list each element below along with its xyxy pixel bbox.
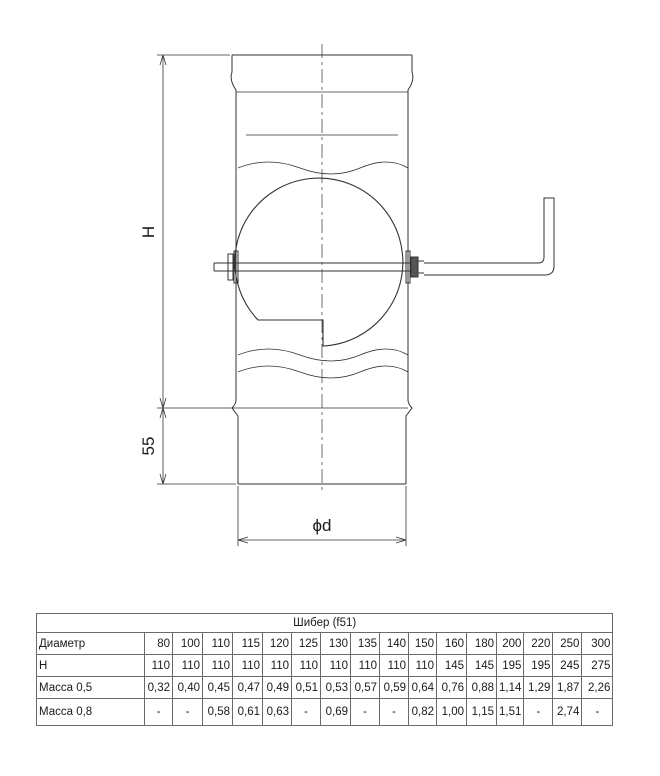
table-cell: 110 bbox=[380, 655, 409, 677]
table-cell: 2,26 bbox=[582, 677, 613, 699]
table-cell: 0,58 bbox=[203, 699, 233, 726]
table-cell: 1,29 bbox=[524, 677, 553, 699]
table-cell: 0,59 bbox=[380, 677, 409, 699]
table-cell: 1,15 bbox=[467, 699, 497, 726]
table-cell: 150 bbox=[409, 633, 437, 655]
row-label: Диаметр bbox=[37, 633, 145, 655]
table-cell: 0,69 bbox=[321, 699, 351, 726]
table-caption: Шибер (f51) bbox=[37, 614, 613, 633]
table-row-mass-05 bbox=[37, 677, 613, 699]
damper-disc bbox=[235, 178, 403, 346]
table-cell: 110 bbox=[321, 655, 351, 677]
table-cell: 110 bbox=[203, 633, 233, 655]
table-cell: 145 bbox=[467, 655, 497, 677]
table-cell: 0,53 bbox=[321, 677, 351, 699]
table-cell: 2,74 bbox=[553, 699, 582, 726]
table-cell: 0,49 bbox=[263, 677, 292, 699]
table-cell: 1,51 bbox=[497, 699, 524, 726]
table-cell: 0,32 bbox=[145, 677, 173, 699]
row-label: Масса 0,5 bbox=[37, 677, 145, 699]
table-cell: 0,40 bbox=[173, 677, 203, 699]
table-cell: - bbox=[582, 699, 613, 726]
table-cell: 140 bbox=[380, 633, 409, 655]
table-cell: 0,47 bbox=[233, 677, 263, 699]
table-cell: 0,57 bbox=[351, 677, 380, 699]
table-cell: 130 bbox=[321, 633, 351, 655]
dimension-socket bbox=[157, 408, 236, 484]
table-cell: 110 bbox=[203, 655, 233, 677]
table-cell: 275 bbox=[582, 655, 613, 677]
row-label: Масса 0,8 bbox=[37, 699, 145, 726]
table-cell: 1,14 bbox=[497, 677, 524, 699]
table-cell: 110 bbox=[173, 655, 203, 677]
table-cell: 115 bbox=[233, 633, 263, 655]
table-cell: 1,87 bbox=[553, 677, 582, 699]
height-label: H bbox=[139, 225, 158, 239]
table-cell: 135 bbox=[351, 633, 380, 655]
table-cell: 110 bbox=[292, 655, 321, 677]
table-cell: 110 bbox=[233, 655, 263, 677]
table-cell: 110 bbox=[263, 655, 292, 677]
table-cell: 125 bbox=[292, 633, 321, 655]
table-cell: 160 bbox=[437, 633, 467, 655]
table-cell: 220 bbox=[524, 633, 553, 655]
table-row-height bbox=[37, 655, 613, 677]
table-cell: 110 bbox=[351, 655, 380, 677]
table-caption-row bbox=[37, 614, 613, 633]
dimension-h bbox=[157, 55, 236, 408]
table-cell: - bbox=[351, 699, 380, 726]
table-cell: 0,82 bbox=[409, 699, 437, 726]
table-cell: 120 bbox=[263, 633, 292, 655]
table-row-mass-08 bbox=[37, 699, 613, 726]
table-cell: - bbox=[173, 699, 203, 726]
table-cell: 100 bbox=[173, 633, 203, 655]
table-cell: 0,61 bbox=[233, 699, 263, 726]
table-cell: - bbox=[292, 699, 321, 726]
table-cell: 145 bbox=[437, 655, 467, 677]
table-cell: 80 bbox=[145, 633, 173, 655]
table-cell: 0,51 bbox=[292, 677, 321, 699]
damper-axle bbox=[214, 251, 424, 283]
table-cell: - bbox=[524, 699, 553, 726]
table-cell: 0,63 bbox=[263, 699, 292, 726]
table-row-diameter bbox=[37, 633, 613, 655]
table-cell: 110 bbox=[145, 655, 173, 677]
table-cell: 195 bbox=[497, 655, 524, 677]
table-cell: 180 bbox=[467, 633, 497, 655]
row-label: H bbox=[37, 655, 145, 677]
socket-length-label: 55 bbox=[139, 436, 158, 456]
table-cell: - bbox=[145, 699, 173, 726]
diameter-label: ϕd bbox=[312, 516, 332, 535]
table-cell: 245 bbox=[553, 655, 582, 677]
table-cell: 300 bbox=[582, 633, 613, 655]
table-cell: 0,45 bbox=[203, 677, 233, 699]
table-cell: 250 bbox=[553, 633, 582, 655]
table-cell: 110 bbox=[409, 655, 437, 677]
table-cell: 200 bbox=[497, 633, 524, 655]
spec-table bbox=[36, 613, 613, 726]
table-cell: 0,64 bbox=[409, 677, 437, 699]
table-cell: 1,00 bbox=[437, 699, 467, 726]
damper-handle bbox=[424, 198, 554, 275]
table-cell: - bbox=[380, 699, 409, 726]
table-cell: 0,76 bbox=[437, 677, 467, 699]
table-cell: 195 bbox=[524, 655, 553, 677]
table-cell: 0,88 bbox=[467, 677, 497, 699]
